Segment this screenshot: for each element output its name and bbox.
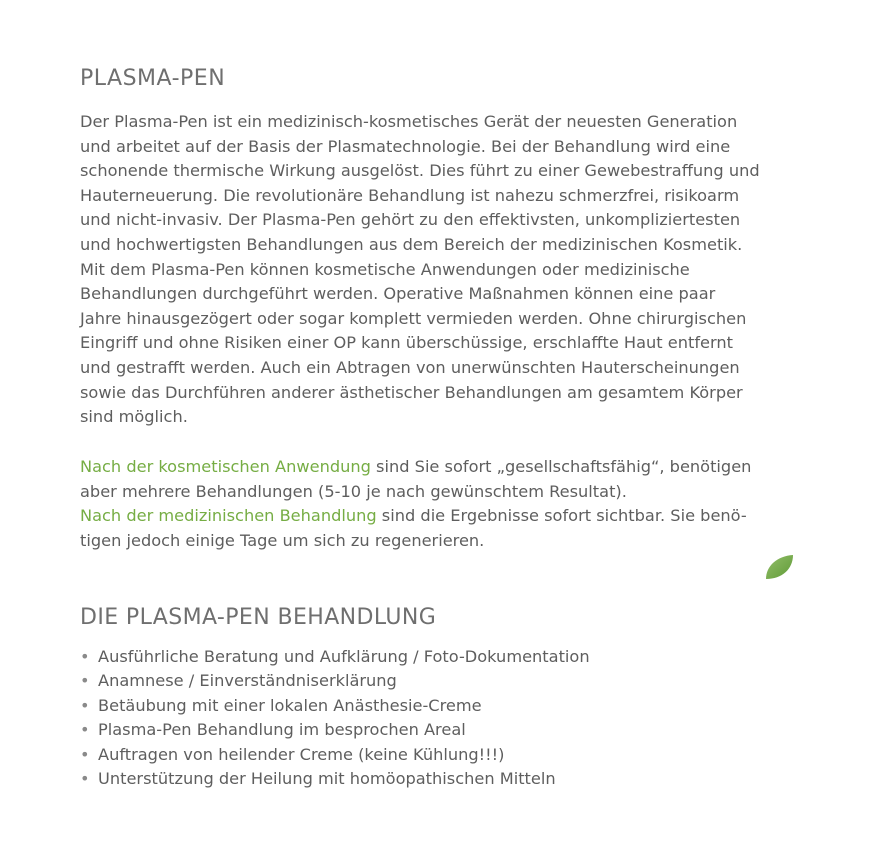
intro-line: Behandlungen durchgeführt werden. Operative Maßnahmen können eine paar [80,284,716,304]
cosmetic-text: sind Sie sofort „gesellschaftsfähig“, benötigen [370,457,752,476]
section-title-treatment: DIE PLASMA-PEN BEHANDLUNG [80,605,437,630]
leaf-icon [766,555,793,579]
step-text: Unterstützung der Heilung mit homöopathischen Mitteln [98,769,556,789]
intro-line-last: sind möglich. [80,407,188,427]
step-text: Anamnese / Einverständniserklärung [98,671,397,691]
intro-line: Jahre hinausgezögert oder sogar komplett vermieden werden. Ohne chirurgischen [80,308,747,328]
results-notes [80,455,770,553]
cosmetic-highlight: Nach der kosmetischen Anwendung [80,457,371,476]
step-text: Ausführliche Beratung und Aufklärung / Foto-Dokumentation [98,647,590,666]
list-item [80,767,590,791]
intro-line: sowie das Durchführen anderer ästhetischer Behandlungen am gesamtem Körper [80,382,743,402]
intro-paragraph [80,110,765,430]
intro-line: Mit dem Plasma-Pen können kosmetische Anwendungen oder medizinische [80,259,690,279]
intro-line: und hochwertigsten Behandlungen aus dem Bereich der medizinischen Kosmetik. [80,234,743,254]
step-text: Plasma-Pen Behandlung im besprochen Areal [98,720,466,740]
list-item [80,718,590,742]
intro-line: Eingriff und ohne Risiken einer OP kann überschüssige, erschlaffte Haut entfernt [80,333,733,353]
list-item [80,669,590,693]
section-divider [80,552,796,582]
intro-line: Hauterneuerung. Die revolutionäre Behandlung ist nahezu schmerzfrei, risikoarm [80,185,740,205]
bullet-icon: • [80,744,90,764]
bullet-icon: • [80,695,90,715]
bullet-icon: • [80,720,90,740]
bullet-icon: • [80,647,90,666]
intro-line: Der Plasma-Pen ist ein medizinisch-kosmetisches Gerät der neuesten Generation [80,112,738,131]
list-item [80,743,590,767]
section-title-plasma-pen: PLASMA-PEN [80,66,226,91]
medical-highlight: Nach der medizinischen Behandlung [80,506,377,526]
step-text: Betäubung mit einer lokalen Anästhesie-Creme [98,695,482,715]
intro-line: und nicht-invasiv. Der Plasma-Pen gehört zu den effektivsten, unkompliziertesten [80,210,741,230]
treatment-steps-list [80,645,590,791]
bullet-icon: • [80,671,90,691]
medical-note [80,504,770,529]
list-item [80,694,590,718]
intro-line: und arbeitet auf der Basis der Plasmatechnologie. Bei der Behandlung wird eine [80,136,731,156]
step-text: Auftragen von heilender Creme (keine Kühlung!!!) [98,744,505,764]
cosmetic-note-cont: aber mehrere Behandlungen (5-10 je nach gewünschtem Resultat). [80,481,627,501]
intro-line: schonende thermische Wirkung ausgelöst. Dies führt zu einer Gewebestraffung und [80,161,760,181]
list-item [80,645,590,669]
intro-line: und gestrafft werden. Auch ein Abtragen von unerwünschten Hauterscheinungen [80,357,740,377]
bullet-icon: • [80,769,90,789]
cosmetic-note [80,455,770,480]
medical-note-cont: tigen jedoch einige Tage um sich zu regenerieren. [80,530,485,550]
medical-text: sind die Ergebnisse sofort sichtbar. Sie benö- [376,506,747,526]
